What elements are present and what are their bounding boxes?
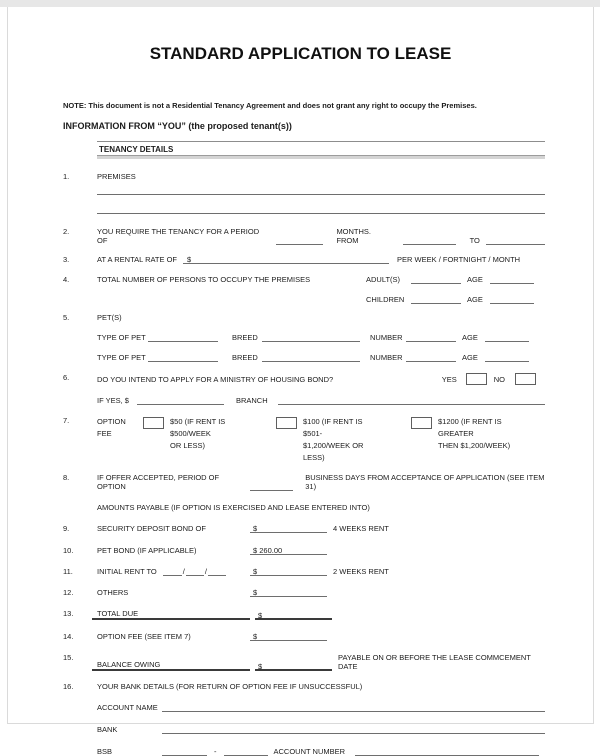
pet-2-age-field[interactable] <box>485 353 529 362</box>
option-fee-50-checkbox[interactable] <box>143 417 164 429</box>
pet-1-type-field[interactable] <box>148 333 218 342</box>
pet-row-2 <box>63 353 545 362</box>
children-label: CHILDREN <box>366 295 405 304</box>
info-heading: INFORMATION FROM “YOU” (the proposed tenant(s)) <box>63 121 292 131</box>
item-1-label: PREMISES <box>97 172 136 181</box>
bsb-field-1[interactable] <box>162 747 207 756</box>
item-10-row <box>63 546 545 555</box>
pet-2-breed-field[interactable] <box>262 353 360 362</box>
document-page <box>7 7 594 756</box>
option-fee-50-label: $50 (IF RENT IS $500/WEEK OR LESS) <box>170 417 226 450</box>
security-deposit-amount-field[interactable] <box>250 524 327 533</box>
bank-row <box>63 725 545 734</box>
item-12-row <box>63 588 545 597</box>
account-number-field[interactable] <box>355 747 539 756</box>
item-11-number: 11. <box>63 567 73 576</box>
section-header-shadow <box>97 156 545 159</box>
item-8-row <box>63 473 545 491</box>
item-9-number: 9. <box>63 524 70 533</box>
pet-1-age-field[interactable] <box>485 333 529 342</box>
item-13-label: TOTAL DUE <box>92 609 250 620</box>
item-3-suffix-label: PER WEEK / FORTNIGHT / MONTH <box>397 255 521 264</box>
amounts-payable-label: AMOUNTS PAYABLE (IF OPTION IS EXERCISED AND LEASE ENTERED INTO) <box>97 503 370 512</box>
item-16-number: 16. <box>63 682 74 691</box>
yes-label: YES <box>441 374 457 384</box>
period-to-date-field[interactable] <box>486 236 545 245</box>
account-name-row <box>63 703 545 712</box>
bsb-separator: - <box>214 747 217 756</box>
pet-2-type-field[interactable] <box>148 353 218 362</box>
branch-field[interactable] <box>278 396 545 405</box>
account-name-field[interactable] <box>162 703 545 712</box>
item-6-ifyes-row <box>63 396 545 405</box>
pet-row-1 <box>63 333 545 342</box>
item-5-row <box>63 313 545 322</box>
section-header-tenancy-details: TENANCY DETAILS <box>97 141 545 156</box>
item-14-number: 14. <box>63 632 74 641</box>
pet-1-breed-field[interactable] <box>262 333 360 342</box>
date-slash-1: / <box>182 567 185 576</box>
item-11-suffix-label: 2 WEEKS RENT <box>333 567 389 576</box>
item-12-label: OTHERS <box>97 588 129 597</box>
item-4-label: TOTAL NUMBER OF PERSONS TO OCCUPY THE PREMISES <box>97 275 311 284</box>
initial-rent-date-day-field[interactable] <box>163 567 182 576</box>
branch-label: BRANCH <box>235 396 268 405</box>
yes-checkbox[interactable] <box>466 373 487 385</box>
balance-owing-amount-field[interactable] <box>255 662 332 671</box>
bank-field[interactable] <box>162 725 545 734</box>
initial-rent-date-year-field[interactable] <box>208 567 226 576</box>
bsb-field-2[interactable] <box>224 747 268 756</box>
item-6-number: 6. <box>63 373 70 382</box>
item-16-row <box>63 682 545 691</box>
item-13-number: 13. <box>63 609 74 618</box>
pet-2-breed-label: BREED <box>232 353 258 362</box>
item-8-number: 8. <box>63 473 70 482</box>
item-6-row <box>63 373 545 385</box>
balance-owing-currency: $ <box>258 662 263 671</box>
pet-2-age-label: AGE <box>462 353 478 362</box>
pet-1-type-label: TYPE OF PET <box>97 333 146 342</box>
item-13-row <box>63 609 545 620</box>
adults-label: ADULT(S) <box>366 275 401 284</box>
no-checkbox[interactable] <box>515 373 536 385</box>
total-due-currency: $ <box>258 611 263 620</box>
initial-rent-date-month-field[interactable] <box>186 567 204 576</box>
period-from-date-field[interactable] <box>403 236 455 245</box>
total-due-amount-field[interactable] <box>255 611 332 620</box>
option-fee-1200-checkbox[interactable] <box>411 417 432 429</box>
pet-1-number-label: NUMBER <box>370 333 403 342</box>
pet-1-age-label: AGE <box>462 333 478 342</box>
item-15-suffix-label: PAYABLE ON OR BEFORE THE LEASE COMMCEMENT DATE <box>338 653 531 671</box>
option-fee-100-label: $100 (IF RENT IS $501- $1,200/WEEK OR LESS) <box>303 417 364 462</box>
initial-rent-amount-field[interactable] <box>250 567 327 576</box>
option-fee-currency: $ <box>253 632 258 641</box>
item-11-label-col <box>97 567 250 576</box>
item-9-row <box>63 524 545 533</box>
rental-rate-field[interactable] <box>183 255 389 264</box>
option-fee-amount-field[interactable] <box>250 632 327 641</box>
period-months-field[interactable] <box>276 236 323 245</box>
premises-field-line-2[interactable] <box>97 195 545 214</box>
item-1-row <box>63 172 545 181</box>
security-deposit-currency: $ <box>253 524 258 533</box>
item-7-row <box>63 416 545 464</box>
item-1-number: 1. <box>63 172 70 181</box>
item-2-months-from-label: MONTHS. FROM <box>336 227 372 245</box>
pet-2-type-label: TYPE OF PET <box>97 353 146 362</box>
others-currency: $ <box>253 588 258 597</box>
item-15-label: BALANCE OWING <box>92 660 250 671</box>
note-text: NOTE: This document is not a Residential Tenancy Agreement and does not grant any right to occupy the Premises. <box>63 101 477 110</box>
item-14-row <box>63 632 545 641</box>
item-10-number: 10. <box>63 546 74 555</box>
item-7-number: 7. <box>63 416 70 425</box>
pet-2-number-field[interactable] <box>406 353 456 362</box>
item-9-label: SECURITY DEPOSIT BOND OF <box>97 524 206 533</box>
item-3-row <box>63 255 545 264</box>
item-6-label: DO YOU INTEND TO APPLY FOR A MINISTRY OF HOUSING BOND? <box>97 374 334 384</box>
account-name-label: ACCOUNT NAME <box>97 703 158 712</box>
item-3-label: AT A RENTAL RATE OF <box>97 255 178 264</box>
ifyes-amount-field[interactable] <box>137 396 224 405</box>
pet-bond-amount-value: $ 260.00 <box>253 546 283 555</box>
document-title: STANDARD APPLICATION TO LEASE <box>149 44 452 63</box>
page-top-border <box>0 0 600 7</box>
item-3-number: 3. <box>63 255 70 264</box>
initial-rent-currency: $ <box>253 567 258 576</box>
item-11-label: INITIAL RENT TO <box>97 567 157 576</box>
item-15-row <box>63 653 545 671</box>
item-8-suffix-label: BUSINESS DAYS FROM ACCEPTANCE OF APPLICATION (SEE ITEM 31) <box>305 473 545 491</box>
option-period-field[interactable] <box>250 482 293 491</box>
item-10-label: PET BOND (IF APPLICABLE) <box>97 546 197 555</box>
pet-2-number-label: NUMBER <box>370 353 403 362</box>
option-fee-100-checkbox[interactable] <box>276 417 297 429</box>
item-2-number: 2. <box>63 227 70 236</box>
account-number-label: ACCOUNT NUMBER <box>273 747 346 756</box>
item-2-lead-label: YOU REQUIRE THE TENANCY FOR A PERIOD OF <box>97 227 260 245</box>
children-count-field[interactable] <box>411 295 461 304</box>
pet-bond-amount-field[interactable] <box>250 546 327 555</box>
date-slash-2: / <box>204 567 207 576</box>
premises-field-line-1[interactable] <box>97 181 545 195</box>
item-8-label: IF OFFER ACCEPTED, PERIOD OF OPTION <box>97 473 220 491</box>
item-15-number: 15. <box>63 653 74 662</box>
adults-age-field[interactable] <box>490 275 534 284</box>
no-label: NO <box>493 374 505 384</box>
adults-count-field[interactable] <box>411 275 461 284</box>
item-4-row <box>63 275 545 284</box>
option-fee-1200-label: $1200 (IF RENT IS GREATER THEN $1,200/WEEK) <box>438 417 511 450</box>
item-5-label: PET(S) <box>97 313 122 322</box>
item-2-to-label: TO <box>469 236 480 245</box>
rental-rate-currency: $ <box>187 255 192 264</box>
pet-1-number-field[interactable] <box>406 333 456 342</box>
item-12-number: 12. <box>63 588 74 597</box>
bank-label: BANK <box>97 725 118 734</box>
item-16-label: YOUR BANK DETAILS (FOR RETURN OF OPTION FEE IF UNSUCCESSFUL) <box>97 682 363 691</box>
item-8-note-row <box>63 503 545 512</box>
item-2-row <box>63 227 545 245</box>
children-age-field[interactable] <box>490 295 534 304</box>
item-4-number: 4. <box>63 275 70 284</box>
item-4-children-row <box>63 295 545 304</box>
item-5-number: 5. <box>63 313 70 322</box>
others-amount-field[interactable] <box>250 588 327 597</box>
item-11-row <box>63 567 545 576</box>
item-7-label: OPTION FEE <box>97 417 126 438</box>
children-age-label: AGE <box>467 295 483 304</box>
bsb-label: BSB <box>97 747 113 756</box>
ifyes-label: IF YES, $ <box>97 396 129 405</box>
item-9-suffix-label: 4 WEEKS RENT <box>333 524 389 533</box>
bsb-row <box>63 747 545 756</box>
adults-age-label: AGE <box>467 275 483 284</box>
item-14-label: OPTION FEE (SEE ITEM 7) <box>97 632 191 641</box>
pet-1-breed-label: BREED <box>232 333 258 342</box>
